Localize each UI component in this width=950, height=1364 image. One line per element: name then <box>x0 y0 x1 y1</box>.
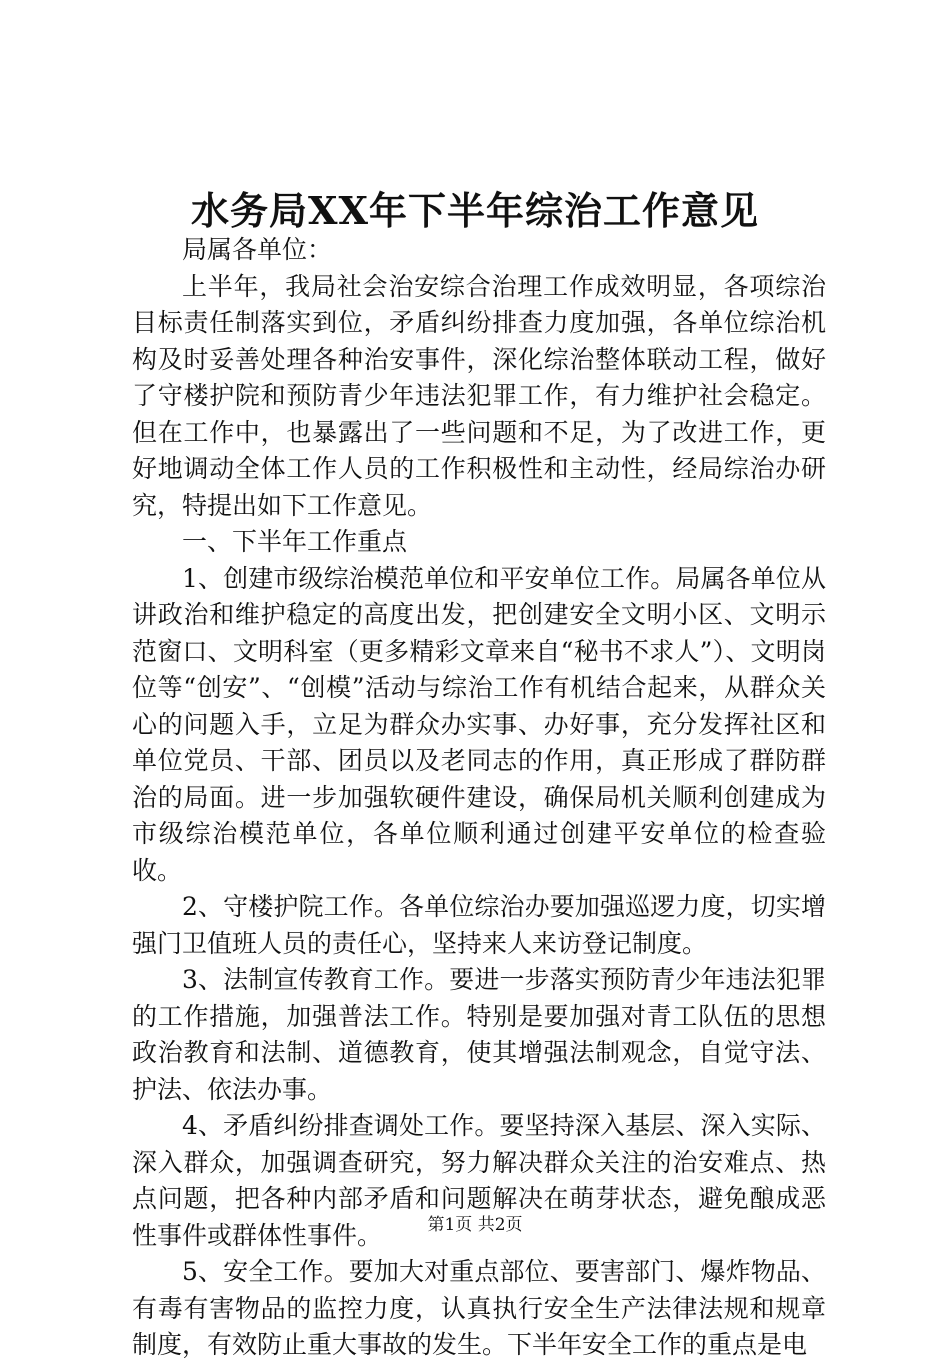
paragraph-item-4: 4、矛盾纠纷排查调处工作。要坚持深入基层、深入实际、深入群众，加强调查研究，努力解决群众关注的治安难点、热点问题，把各种内部矛盾和问题解决在萌芽状态，避免酿成恶性事件或群体性事件。 <box>132 1111 826 1250</box>
salutation: 局属各单位： <box>182 235 333 264</box>
paragraph-item-5: 5、安全工作。要加大对重点部位、要害部门、爆炸物品、有毒有害物品的监控力度，认真执行安全生产法律法规和规章制度，有效防止重大事故的发生。下半年安全工作的重点是电 <box>132 1257 826 1359</box>
document-body <box>132 232 826 1364</box>
section-heading: 一、下半年工作重点 <box>182 527 408 556</box>
paragraph-item-1: 1、创建市级综治模范单位和平安单位工作。局属各单位从讲政治和维护稳定的高度出发，把创建安全文明小区、文明示范窗口、文明科室（更多精彩文章来自“秘书不求人”）、文明岗位等“创安”、“创模”活动与综治工作有机结合起来，从群众关心的问题入手，立足为群众办实事、办好事，充分发挥社区和单位党员、干部、团员以及老同志的作用，真正形成了群防群治的局面。进一步加强软硬件建设，确保局机关顺利创建成为市级综治模范单位，各单位顺利通过创建平安单位的检查验收。 <box>132 563 826 885</box>
page-number: 第1页 共2页 <box>427 1215 523 1235</box>
paragraph-intro: 上半年，我局社会治安综合治理工作成效明显，各项综治目标责任制落实到位，矛盾纠纷排查力度加强，各单位综治机构及时妥善处理各种治安事件，深化综治整体联动工程，做好了守楼护院和预防青少年违法犯罪工作，有力维护社会稳定。但在工作中，也暴露出了一些问题和不足，为了改进工作，更好地调动全体工作人员的工作积极性和主动性，经局综治办研究，特提出如下工作意见。 <box>132 271 826 520</box>
paragraph-item-3: 3、法制宣传教育工作。要进一步落实预防青少年违法犯罪的工作措施，加强普法工作。特别是要加强对青工队伍的思想政治教育和法制、道德教育，使其增强法制观念，自觉守法、护法、依法办事。 <box>132 965 826 1104</box>
paragraph-item-2: 2、守楼护院工作。各单位综治办要加强巡逻力度，切实增强门卫值班人员的责任心，坚持来人来访登记制度。 <box>132 892 826 958</box>
document-title: 水务局XX年下半年综治工作意见 <box>191 188 759 233</box>
